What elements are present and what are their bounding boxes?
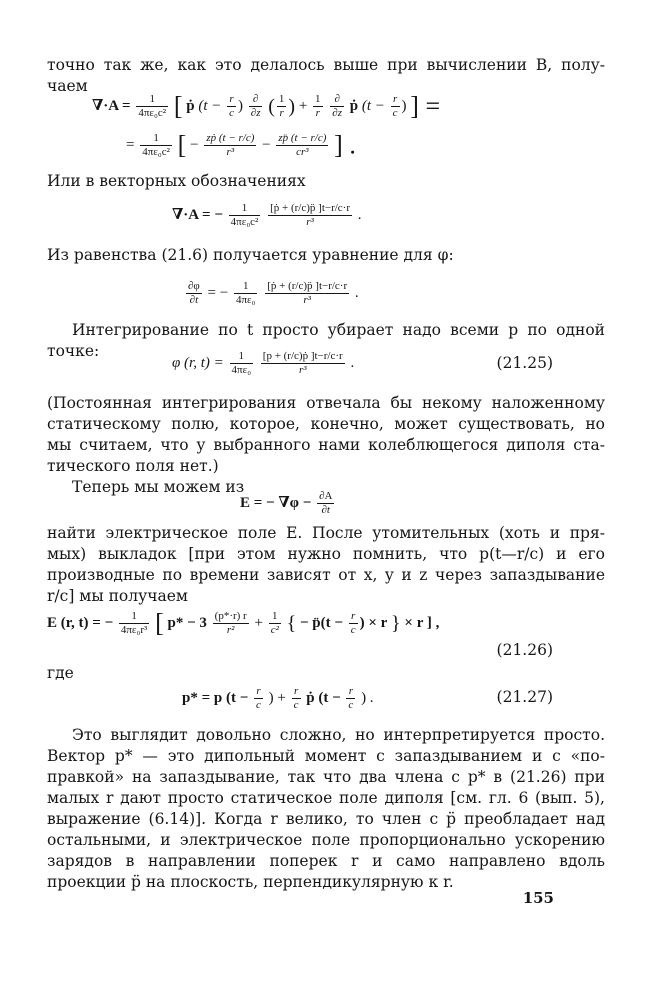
eq-end: ) . bbox=[361, 689, 374, 706]
frac-den: c bbox=[350, 624, 356, 636]
period: . bbox=[354, 284, 359, 301]
text-line-5: Интегрирование по t просто убирает надо всеми p по одной bbox=[72, 321, 605, 339]
fraction bbox=[276, 132, 328, 159]
eq-lhs: p* = p (t − bbox=[182, 689, 249, 706]
fraction bbox=[268, 202, 352, 229]
equation-div-a-vector bbox=[172, 202, 362, 229]
text-line-18: Вектор p* — это дипольный момент с запаздыванием и с «по- bbox=[47, 747, 605, 765]
frac-num: ∂ bbox=[249, 93, 263, 107]
equation-number-21-27: (21.27) bbox=[496, 688, 553, 706]
frac-den: r² bbox=[226, 624, 235, 636]
frac-num: 1 bbox=[119, 610, 149, 624]
fraction bbox=[234, 280, 258, 307]
fraction bbox=[249, 93, 263, 120]
frac-den: 4πε₀ bbox=[231, 364, 252, 376]
equals: = bbox=[126, 136, 135, 153]
frac-den: r³ bbox=[306, 216, 314, 228]
fraction bbox=[269, 610, 281, 637]
cross-r: ) × r bbox=[359, 614, 388, 631]
equation-dphi-dt bbox=[184, 280, 359, 307]
frac-num: 1 bbox=[269, 610, 281, 624]
equation-21-26: E (r, t) = − $\frac{1}{\text{4πε₀r³}}$ [ p* − 3 $\frac{(p*\cdot r) r}{\text{r²}}$ + $\frac{1}{\text{c²}}$ { − p̈(t − $\frac{r}{c}$ ) × r } × r ] , bbox=[47, 608, 440, 638]
frac-num: ∂A bbox=[319, 490, 333, 502]
frac-num: 1 bbox=[315, 93, 321, 105]
eq-lhs: φ (r, t) = bbox=[172, 354, 224, 371]
equation-number-21-26: (21.26) bbox=[496, 641, 553, 659]
text-line-4: Из равенства (21.6) получается уравнение для φ: bbox=[47, 246, 454, 264]
frac-den: 4πε₀ bbox=[235, 294, 256, 306]
frac-num: 1 bbox=[140, 132, 172, 146]
text-line-16: где bbox=[47, 664, 74, 682]
paren: ) bbox=[238, 97, 244, 114]
text-line-23: зарядов в направлении поперек r и само направлено вдоль bbox=[47, 852, 605, 870]
period: . bbox=[350, 354, 355, 371]
frac-den: ∂z bbox=[250, 107, 261, 119]
frac-num: r bbox=[227, 93, 236, 107]
text-line-24: проекции p̈ на плоскость, перпендикулярную к r. bbox=[47, 873, 454, 891]
text-line-6: точке: bbox=[47, 342, 100, 360]
frac-den: ∂z bbox=[332, 107, 343, 119]
text-line-21: выражение (6.14)]. Когда r велико, то член с p̈ преобладает над bbox=[47, 810, 605, 828]
frac-num: [ṗ + (r/c)p̈ ]t−r/c·r bbox=[267, 280, 348, 292]
text-line-22: остальными, и электрическое поле пропорционально ускорению bbox=[47, 831, 605, 849]
frac-num: (p*·r) r bbox=[214, 610, 247, 622]
frac-num: ∂φ bbox=[188, 280, 200, 292]
fraction bbox=[349, 610, 358, 637]
p-dot: ṗ bbox=[186, 97, 195, 114]
fraction bbox=[317, 490, 334, 517]
fraction bbox=[140, 132, 172, 159]
text-line-20: малых r дают просто статическое поле диполя [см. гл. 6 (вып. 5), bbox=[47, 789, 605, 807]
frac-den: 4πε₀r³ bbox=[120, 624, 148, 636]
arg: (t − bbox=[361, 97, 385, 114]
fraction bbox=[230, 350, 254, 377]
text-line-12: найти электрическое поле E. После утомительных (хоть и пря- bbox=[47, 524, 605, 542]
frac-den: c bbox=[348, 699, 354, 711]
fraction bbox=[227, 93, 236, 120]
fraction bbox=[277, 93, 287, 120]
frac-den: ∂t bbox=[189, 294, 199, 306]
eq-lhs: ∇·A = − bbox=[172, 206, 223, 223]
period: . bbox=[357, 206, 362, 223]
frac-num: 1 bbox=[229, 202, 261, 216]
text-line-10: тического поля нет.) bbox=[47, 457, 219, 475]
fraction bbox=[391, 93, 400, 120]
frac-num: ∂ bbox=[330, 93, 344, 107]
frac-num: zp̈ (t − r/c) bbox=[278, 132, 327, 144]
text-line-7: (Постоянная интегрирования отвечала бы некому наложенному bbox=[47, 394, 605, 412]
frac-num: r bbox=[391, 93, 400, 107]
plus: + bbox=[254, 614, 263, 631]
fraction bbox=[204, 132, 256, 159]
p-dot-term: ṗ (t − bbox=[306, 689, 341, 706]
paren: ) bbox=[401, 97, 407, 114]
frac-num: r bbox=[349, 610, 358, 624]
frac-den: r bbox=[279, 107, 284, 119]
equals: = − bbox=[207, 284, 229, 301]
fraction bbox=[186, 280, 202, 307]
frac-den: r³ bbox=[226, 146, 235, 158]
frac-den: r³ bbox=[303, 294, 311, 306]
fraction bbox=[261, 350, 345, 377]
text-line-19: правкой» на запаздывание, так что два члена с p* в (21.26) при bbox=[47, 768, 605, 786]
frac-num: 1 bbox=[234, 280, 258, 294]
fraction bbox=[346, 685, 355, 712]
equation-e-field bbox=[240, 490, 336, 517]
text-line-3: Или в векторных обозначениях bbox=[47, 172, 306, 190]
fraction bbox=[254, 685, 263, 712]
bracket-eq: ] = bbox=[410, 91, 441, 121]
p-star: p* − 3 bbox=[167, 614, 207, 631]
plus: ) + bbox=[268, 689, 286, 706]
p-dot: ṗ bbox=[349, 97, 359, 114]
fraction bbox=[213, 610, 249, 637]
bracket-end: ] . bbox=[334, 130, 356, 160]
eq-expr: E = − ∇φ − bbox=[240, 494, 312, 511]
text-line-14: производные по времени зависят от x, y и z через запаздывание bbox=[47, 566, 605, 584]
frac-num: 1 bbox=[136, 93, 168, 107]
fraction bbox=[313, 93, 323, 120]
frac-num: r bbox=[346, 685, 355, 699]
equation-number-21-25: (21.25) bbox=[496, 354, 553, 372]
text-line-1: точно так же, как это делалось выше при вычислении B, полу- bbox=[47, 56, 605, 74]
equation-21-27 bbox=[182, 685, 374, 712]
p-ddot-term: − p̈(t − bbox=[300, 614, 343, 631]
frac-num: r bbox=[254, 685, 263, 699]
frac-den: r³ bbox=[298, 364, 307, 376]
frac-num: zṗ (t − r/c) bbox=[206, 132, 255, 144]
frac-den: ∂t bbox=[321, 504, 330, 516]
text-line-2: чаем bbox=[47, 77, 88, 95]
frac-num: [ṗ + (r/c)p̈ ]t−r/c·r bbox=[270, 202, 351, 214]
plus: + bbox=[298, 97, 308, 114]
fraction bbox=[119, 610, 149, 637]
arg: (t − bbox=[198, 97, 222, 114]
text-line-11: Теперь мы можем из bbox=[72, 478, 245, 496]
frac-den: c bbox=[293, 699, 299, 711]
frac-num: 1 bbox=[278, 93, 285, 105]
text-line-17: Это выглядит довольно сложно, но интерпретируется просто. bbox=[72, 726, 605, 744]
frac-den: c bbox=[392, 107, 398, 119]
frac-den: c² bbox=[270, 624, 279, 636]
fraction bbox=[292, 685, 301, 712]
equation-div-a-line1: ∇·A = $\frac{1}{\text{4πε₀c²}}$ [ ṗ (t − $\frac{r}{c}$ ) $\frac{\partial}{\partial z}$ ( $\frac{1}{r}$ ) + $\frac{1}{r}$ $\frac{\partial}{\partial z}$ ṗ (t − $\frac{r}{c}$ ) ] = bbox=[92, 91, 441, 121]
frac-den: c bbox=[229, 107, 235, 119]
equation-21-25 bbox=[172, 350, 354, 377]
frac-den: r bbox=[315, 107, 320, 119]
equation-div-a-line2: = $\frac{1}{\text{4πε₀c²}}$ [ − $\frac{\text{zṗ (t − r/c)}}{\text{r³}}$ − $\frac{zp̈ (t - r/c)}{\text{cr³}}$ ] . bbox=[126, 130, 356, 160]
frac-den: 4πε₀c² bbox=[142, 146, 170, 158]
fraction bbox=[330, 93, 344, 120]
frac-num: r bbox=[292, 685, 301, 699]
frac-den: 4πε₀c² bbox=[138, 107, 167, 119]
fraction bbox=[136, 93, 168, 120]
frac-den: 4πε₀c² bbox=[230, 216, 259, 228]
eq-end: × r ] , bbox=[404, 614, 440, 631]
frac-den: cr³ bbox=[296, 146, 309, 158]
text-line-15: r/c] мы получаем bbox=[47, 587, 188, 605]
frac-num: 1 bbox=[230, 350, 254, 364]
page-number: 155 bbox=[522, 889, 554, 907]
frac-num: [p + (r/c)ṗ ]t−r/c·r bbox=[262, 350, 343, 362]
eq-lhs: E (r, t) = − bbox=[47, 614, 114, 631]
fraction bbox=[229, 202, 261, 229]
frac-den: c bbox=[256, 699, 261, 711]
text-line-13: мых) выкладок [при этом нужно помнить, что p(t—r/c) и его bbox=[47, 545, 605, 563]
text-line-9: мы считаем, что у выбранного нами колеблющегося диполя ста- bbox=[47, 436, 605, 454]
eq-lhs: ∇·A = bbox=[92, 97, 131, 114]
fraction bbox=[265, 280, 349, 307]
text-line-8: статическому полю, которое, конечно, может существовать, но bbox=[47, 415, 605, 433]
